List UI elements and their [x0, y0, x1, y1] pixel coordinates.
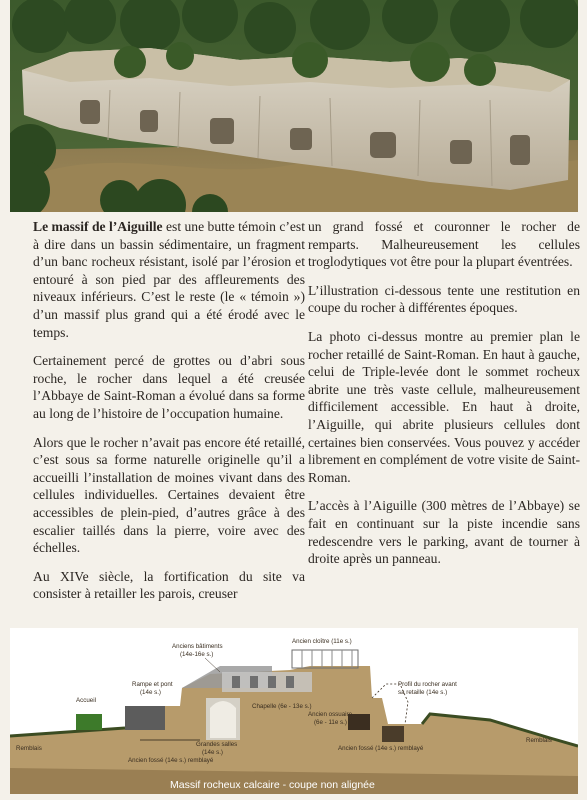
- paragraph-fortification: Au XIVe siècle, la fortification du site va consister à retailler les parois, creuser: [33, 568, 305, 602]
- paragraph-grottes: Certainement percé de grottes ou d’abri sous roche, le rocher dans lequel a été creusée l’Abbaye de Saint-Roman a évolué dans sa forme au long de l’histoire de l’occupation humaine.: [33, 353, 305, 421]
- paragraph-intro: [33, 218, 305, 341]
- label-profil-2: sa retaille (14e s.): [398, 689, 448, 696]
- paragraph-intro-text: est une butte témoin c’est à dire dans un bassin sédimentaire, un fragment d’un banc rocheux résistant, isolé par l’érosion et entouré à son pied par des affleurements des niveaux inférieurs. C’est le reste (le « témoin ») d’un massif plus grand qui a été érodé avec le temps.: [33, 219, 305, 340]
- aerial-photo: [10, 0, 578, 212]
- diagram-caption: Massif rocheux calcaire - coupe non alignée: [170, 779, 375, 791]
- text-column-right: [308, 218, 580, 579]
- label-rampe-pont: Rampe et pont: [132, 681, 173, 688]
- label-ancien-cloitre: Ancien cloître (11e s.): [292, 638, 352, 645]
- label-ossuaire: Ancien ossuaire: [308, 711, 353, 718]
- label-rampe-pont-date: (14e s.): [140, 689, 161, 696]
- paragraph-fosse: un grand fossé et couronner le rocher de remparts. Malheureusement les cellules troglodytiques vot être pour la plupart éventrées.: [308, 219, 580, 270]
- text-column-left: [33, 218, 305, 614]
- paragraph-moines: Alors que le rocher n’avait pas encore été retaillé, c’est sous sa forme naturelle originelle qu’il a accueilli l’installation de moines vivant dans des cellules individuelles. Certaines devaient être accessibles de plein-pied, d’autres grâce à des escalier taillés dans la pierre, voire avec des échelles.: [33, 434, 305, 556]
- paragraph-photo: La photo ci-dessus montre au premier plan le rocher retaillé de Saint-Roman. En haut à gauche, celui de Triple-levée dont le sommet rocheux abrite une très vaste cellule, malheureusement difficilement accessible. En haut à droite, l’Aiguille, qui abrite plusieurs cellules dont certaines bien conservées. Vous pouvez y accéder librement en complément de votre visite de Saint-Roman.: [308, 328, 580, 485]
- label-anciens-batiments-date: (14e-16e s.): [180, 651, 214, 658]
- paragraph-illustration: L’illustration ci-dessous tente une restitution en coupe du rocher à différentes époques.: [308, 282, 580, 316]
- label-remblais-right: Remblais: [526, 737, 552, 744]
- paragraph-intro-title: Le massif de l’Aiguille: [33, 219, 163, 234]
- label-anciens-batiments: Anciens bâtiments: [172, 643, 223, 650]
- label-accueil: Accueil: [76, 697, 96, 704]
- label-remblais-left: Remblais: [16, 745, 42, 752]
- label-grandes-salles-date: (14e s.): [202, 749, 223, 756]
- label-fosse-right: Ancien fossé (14e s.) remblayé: [338, 745, 424, 752]
- label-chapelle: Chapelle (6e - 13e s.): [252, 703, 312, 710]
- label-grandes-salles: Grandes salles: [196, 741, 238, 748]
- paragraph-acces: L’accès à l’Aiguille (300 mètres de l’Abbaye) se fait en continuant sur la piste incendie sans redescendre vers le parking, avant de tourner à droite après un panneau.: [308, 498, 580, 567]
- label-ossuaire-date: (6e - 11e s.): [314, 719, 347, 726]
- label-fosse-left: Ancien fossé (14e s.) remblayé: [128, 757, 214, 764]
- label-profil: Profil du rocher avant: [398, 681, 457, 688]
- cross-section-diagram: [10, 628, 578, 794]
